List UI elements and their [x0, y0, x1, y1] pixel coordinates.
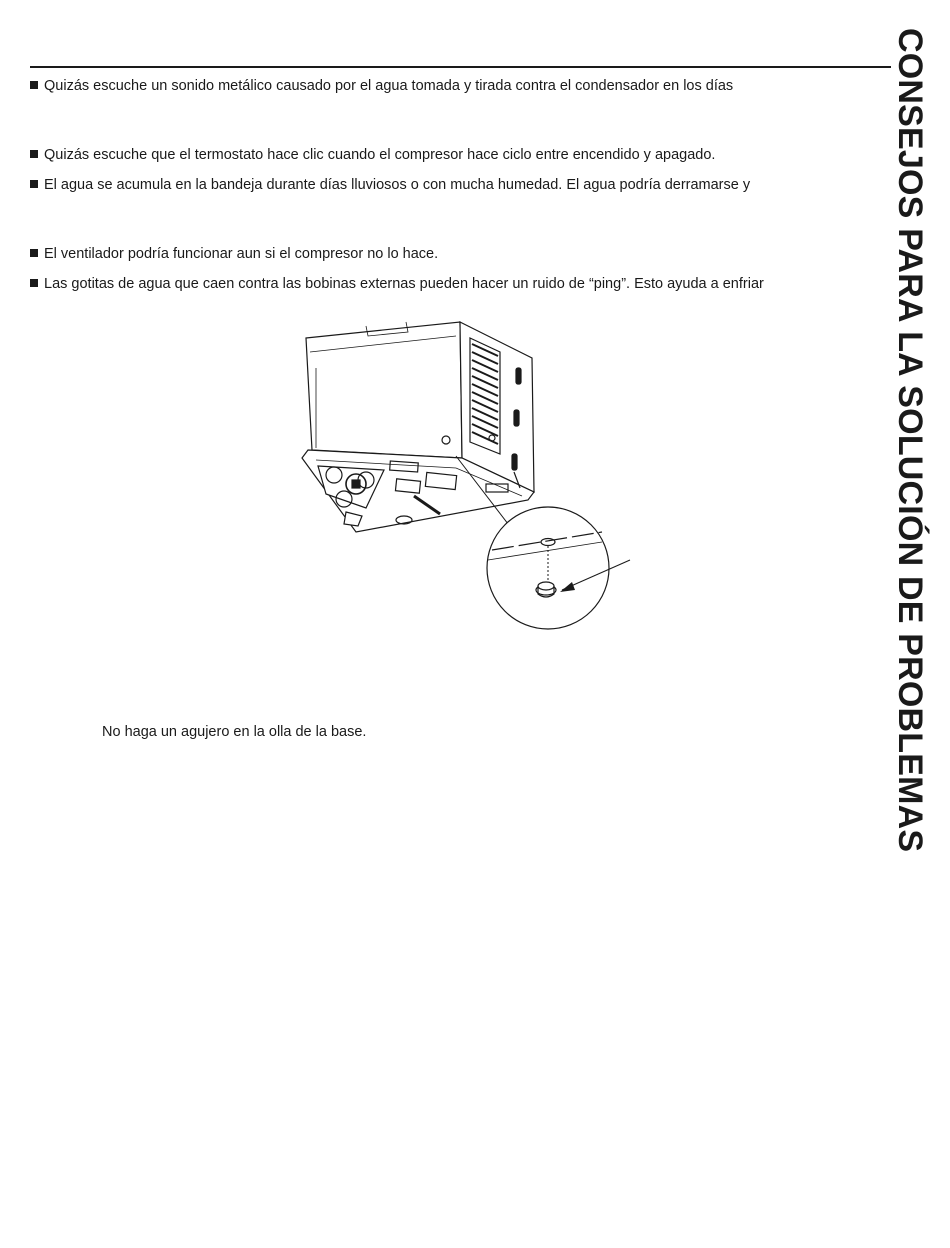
header-rule	[30, 66, 891, 68]
bullet-item	[30, 245, 438, 263]
ac-unit-illustration	[302, 322, 534, 532]
section-title-text: CONSEJOS PARA LA SOLUCIÓN DE PROBLEMAS	[891, 28, 929, 853]
bullet-text: Quizás escuche que el termostato hace clic cuando el compresor hace ciclo entre encendido y apagado.	[44, 147, 716, 163]
bullet-square-icon	[30, 150, 38, 158]
bullet-item	[30, 146, 715, 164]
bullet-square-icon	[30, 81, 38, 89]
drain-plug-icon	[536, 582, 556, 597]
drain-plug-detail-circle	[487, 507, 609, 629]
bullet-text: Quizás escuche un sonido metálico causado por el agua tomada y tirada contra el condensador en los días	[44, 78, 734, 94]
section-title-vertical	[870, 28, 950, 860]
bullet-item	[30, 275, 764, 293]
bullet-square-icon	[30, 249, 38, 257]
note-text: No haga un agujero en la olla de la base.	[102, 724, 367, 740]
air-conditioner-drain-plug-diagram	[296, 318, 636, 634]
bullet-square-icon	[30, 180, 38, 188]
bullet-text: Las gotitas de agua que caen contra las bobinas externas pueden hacer un ruido de “ping”. Esto ayuda a enfriar	[44, 276, 764, 292]
bullet-text: El ventilador podría funcionar aun si el compresor no lo hace.	[44, 246, 439, 262]
bullet-item	[30, 176, 750, 194]
bullet-text: El agua se acumula en la bandeja durante días lluviosos o con mucha humedad. El agua podría derramarse y	[44, 177, 751, 193]
bullet-square-icon	[30, 279, 38, 287]
bullet-item	[30, 77, 733, 95]
